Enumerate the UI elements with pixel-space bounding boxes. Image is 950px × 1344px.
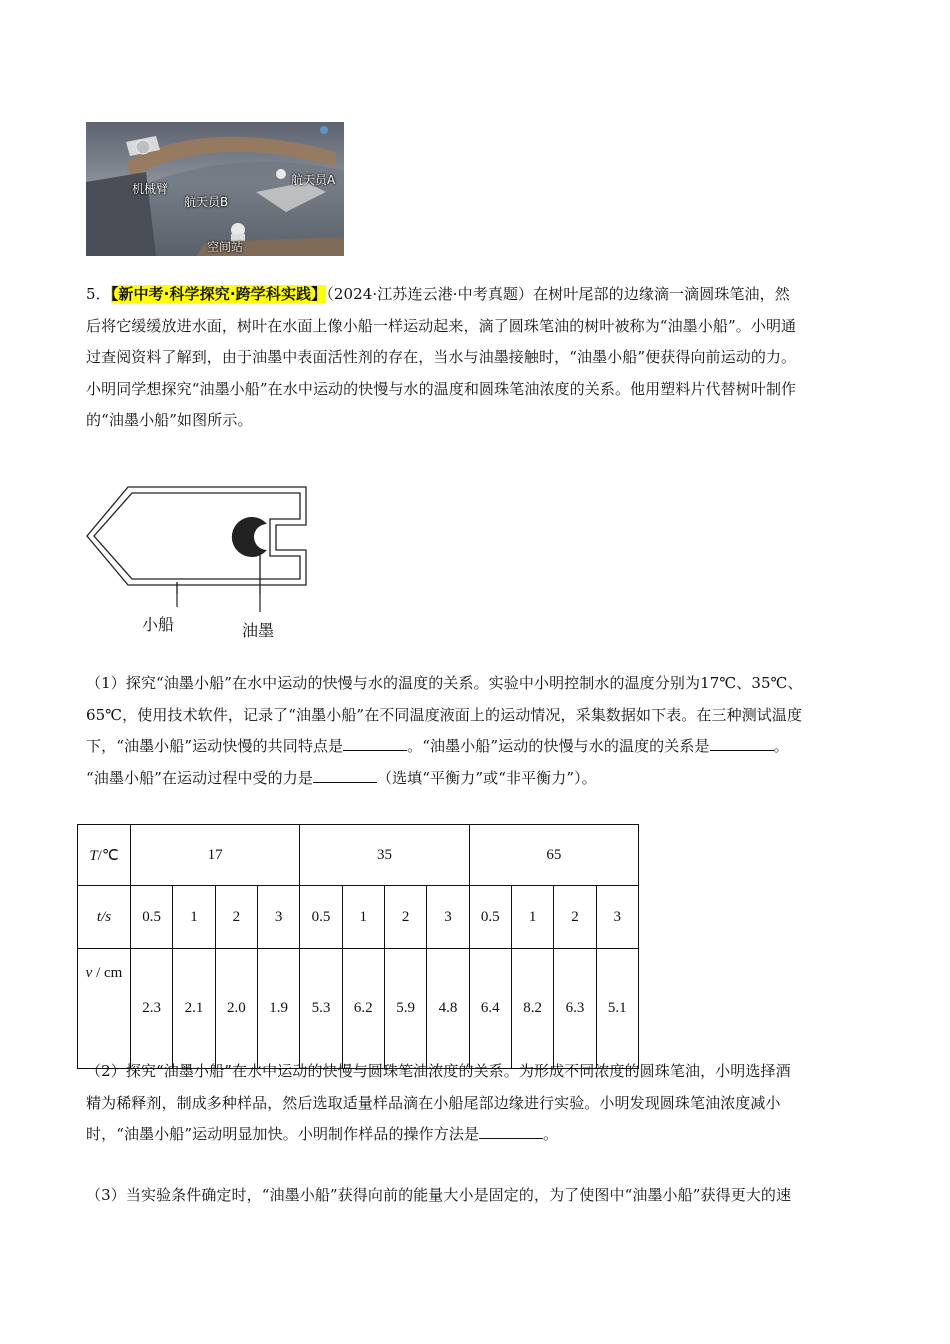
header-time: t/s <box>78 886 131 949</box>
part1-line-3b: 。“油墨小船”运动的快慢与水的温度的关系是 <box>407 737 710 755</box>
time-cell: 3 <box>596 886 638 949</box>
value-cell: 1.9 <box>257 949 299 1069</box>
value-cell: 4.8 <box>427 949 469 1069</box>
value-cell: 2.0 <box>215 949 257 1069</box>
table-row-distance <box>78 949 639 1069</box>
question-number: 5． <box>86 285 111 303</box>
value-cell: 5.1 <box>596 949 638 1069</box>
photo-label-astronaut-a: 航天员A <box>291 173 336 187</box>
stem-line-3: 过查阅资料了解到，由于油墨中表面活性剂的存在，当水与油墨接触时，“油墨小船”便获得向前运动的力。 <box>86 348 797 366</box>
data-table <box>77 824 639 1069</box>
photo-label-arm: 机械臂 <box>132 182 169 196</box>
part2-line-3b: 。 <box>543 1125 559 1143</box>
part2-line-3a: 时，“油墨小船”运动明显加快。小明制作样品的操作方法是 <box>86 1125 480 1143</box>
time-cell: 1 <box>342 886 384 949</box>
question-stem <box>86 279 866 437</box>
header-temperature: T/℃ <box>78 825 131 886</box>
part1-line-1: （1）探究“油墨小船”在水中运动的快慢与水的温度的关系。实验中小明控制水的温度分别为17℃、35℃、 <box>86 674 803 692</box>
value-cell: 6.3 <box>554 949 596 1069</box>
time-cell: 1 <box>511 886 553 949</box>
value-cell: 6.2 <box>342 949 384 1069</box>
ink-label: 油墨 <box>242 621 275 640</box>
part1-line-4b: （选填“平衡力”或“非平衡力”）。 <box>376 768 597 787</box>
time-cell: 0.5 <box>131 886 173 949</box>
part-3 <box>86 1180 866 1212</box>
time-cell: 3 <box>257 886 299 949</box>
temp-cell: 35 <box>300 825 469 886</box>
boat-label: 小船 <box>142 615 175 634</box>
value-cell: 2.3 <box>131 949 173 1069</box>
answer-blank-4[interactable] <box>479 1124 543 1139</box>
time-cell: 1 <box>173 886 215 949</box>
value-cell: 6.4 <box>469 949 511 1069</box>
table-row-time <box>78 886 639 949</box>
part1-line-3a: 下，“油墨小船”运动快慢的共同特点是 <box>86 737 344 755</box>
question-tag: 【新中考·科学探究·跨学科实践】 <box>110 285 327 303</box>
time-cell: 0.5 <box>469 886 511 949</box>
answer-blank-3[interactable] <box>313 768 377 783</box>
value-cell: 8.2 <box>511 949 553 1069</box>
stem-line-1: （2024·江苏连云港·中考真题）在树叶尾部的边缘滴一滴圆珠笔油，然 <box>326 285 790 303</box>
boat-figure-lines <box>84 484 324 644</box>
part1-line-4a: “油墨小船”在运动过程中受的力是 <box>86 768 313 787</box>
time-cell: 2 <box>554 886 596 949</box>
answer-blank-1[interactable] <box>343 736 407 751</box>
temp-cell: 65 <box>469 825 638 886</box>
part-2 <box>86 1056 866 1151</box>
time-cell: 0.5 <box>300 886 342 949</box>
value-cell: 5.3 <box>300 949 342 1069</box>
answer-blank-2[interactable] <box>710 736 774 751</box>
part3-line-1: （3）当实验条件确定时，“油墨小船”获得向前的能量大小是固定的，为了使图中“油墨小船”获得更大的速 <box>86 1186 792 1204</box>
value-cell: 5.9 <box>384 949 426 1069</box>
table-row-temperature <box>78 825 639 886</box>
part-1 <box>86 668 866 794</box>
time-cell: 2 <box>384 886 426 949</box>
stem-line-4: 小明同学想探究“油墨小船”在水中运动的快慢与水的温度和圆珠笔油浓度的关系。他用塑料片代替树叶制作 <box>86 379 797 398</box>
part2-line-2: 精为稀释剂，制成多种样品，然后选取适量样品滴在小船尾部边缘进行实验。小明发现圆珠笔油浓度减小 <box>86 1093 781 1112</box>
space-station-photo <box>86 122 344 256</box>
part1-line-3c: 。 <box>773 737 789 755</box>
stem-line-5: 的“油墨小船”如图所示。 <box>86 411 253 429</box>
photo-label-astronaut-b: 航天员B <box>184 195 229 209</box>
part2-line-1: （2）探究“油墨小船”在水中运动的快慢与圆珠笔油浓度的关系。为形成不同浓度的圆珠笔油，小明选择酒 <box>86 1062 791 1080</box>
photo-label-station: 空间站 <box>207 240 244 254</box>
temp-cell: 17 <box>131 825 300 886</box>
part1-line-2: 65℃，使用技术软件，记录了“油墨小船”在不同温度液面上的运动情况，采集数据如下表。在三种测试温度 <box>86 705 803 724</box>
stem-line-2: 后将它缓缓放进水面，树叶在水面上像小船一样运动起来，滴了圆珠笔油的树叶被称为“油墨小船”。小明通 <box>86 316 797 335</box>
time-cell: 2 <box>215 886 257 949</box>
header-distance: v / cm <box>78 949 131 1069</box>
value-cell: 2.1 <box>173 949 215 1069</box>
time-cell: 3 <box>427 886 469 949</box>
